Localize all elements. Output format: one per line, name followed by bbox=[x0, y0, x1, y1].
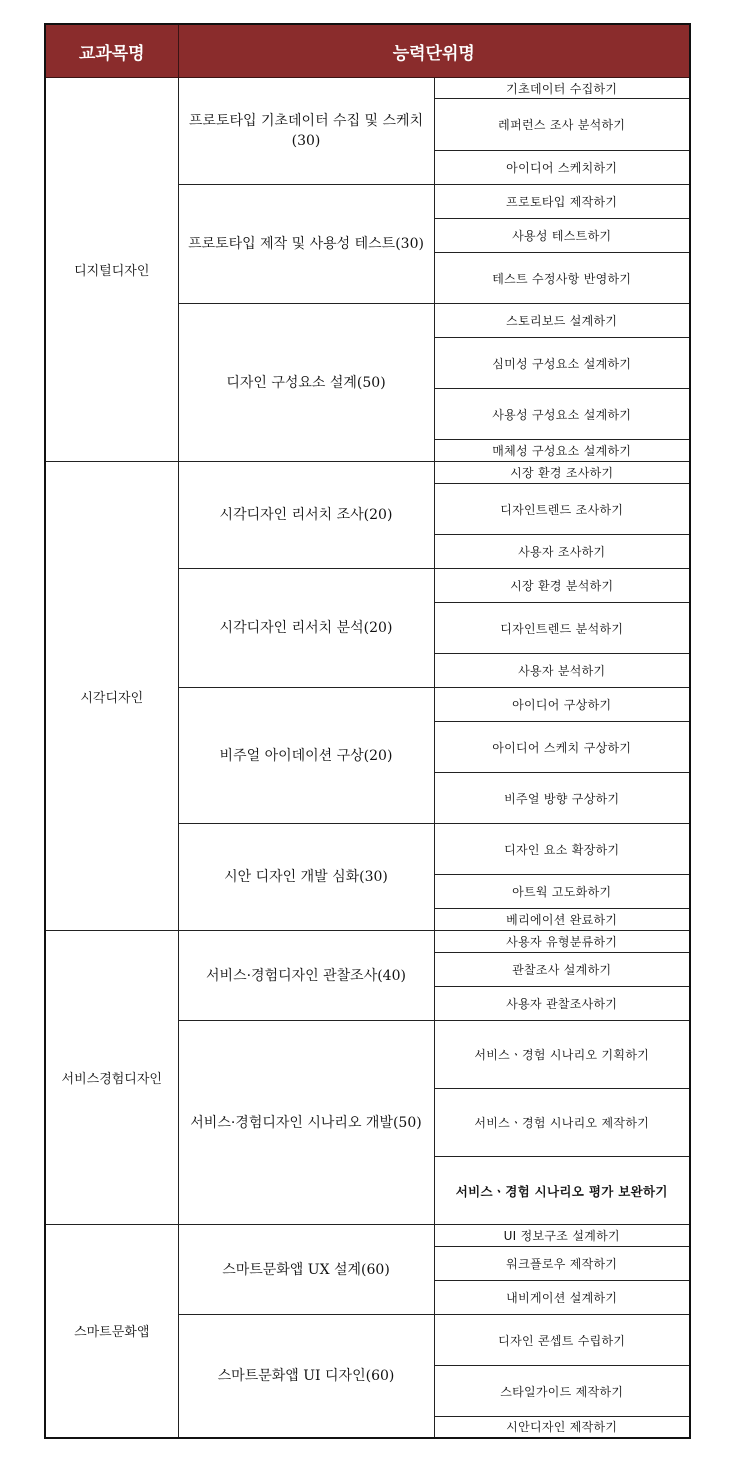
course-name: 서비스경험디자인 bbox=[45, 931, 178, 1225]
competency-name: 시각디자인 리서치 분석(20) bbox=[178, 569, 434, 688]
unit-name: 아이디어 스케치 구상하기 bbox=[434, 722, 690, 773]
unit-name: 기초데이터 수집하기 bbox=[434, 78, 690, 99]
competency-name: 스마트문화앱 UI 디자인(60) bbox=[178, 1315, 434, 1438]
competency-name: 비주얼 아이데이션 구상(20) bbox=[178, 688, 434, 824]
unit-name: 심미성 구성요소 설계하기 bbox=[434, 338, 690, 389]
competency-name: 스마트문화앱 UX 설계(60) bbox=[178, 1225, 434, 1315]
competency-name: 시안 디자인 개발 심화(30) bbox=[178, 824, 434, 931]
unit-name: 베리에이션 완료하기 bbox=[434, 909, 690, 931]
unit-name: 서비스ㆍ경험 시나리오 제작하기 bbox=[434, 1089, 690, 1157]
unit-name: UI 정보구조 설계하기 bbox=[434, 1225, 690, 1247]
table-row bbox=[45, 78, 690, 99]
unit-name: 사용성 구성요소 설계하기 bbox=[434, 389, 690, 440]
course-name: 시각디자인 bbox=[45, 462, 178, 931]
unit-name: 아트웍 고도화하기 bbox=[434, 875, 690, 909]
unit-name: 사용자 관찰조사하기 bbox=[434, 987, 690, 1021]
unit-name: 시장 환경 분석하기 bbox=[434, 569, 690, 603]
unit-name: 디자인 요소 확장하기 bbox=[434, 824, 690, 875]
unit-name: 아이디어 구상하기 bbox=[434, 688, 690, 722]
unit-name: 사용자 분석하기 bbox=[434, 654, 690, 688]
unit-name: 아이디어 스케치하기 bbox=[434, 151, 690, 185]
unit-name: 서비스ㆍ경험 시나리오 평가 보완하기 bbox=[434, 1157, 690, 1225]
competency-name: 시각디자인 리서치 조사(20) bbox=[178, 462, 434, 569]
unit-name: 디자인트렌드 분석하기 bbox=[434, 603, 690, 654]
course-name: 스마트문화앱 bbox=[45, 1225, 178, 1438]
unit-name: 프로토타입 제작하기 bbox=[434, 185, 690, 219]
unit-name: 디자인 콘셉트 수립하기 bbox=[434, 1315, 690, 1366]
unit-name: 스타일가이드 제작하기 bbox=[434, 1366, 690, 1417]
table-row bbox=[45, 1225, 690, 1247]
curriculum-table bbox=[44, 23, 691, 1439]
unit-name: 내비게이션 설계하기 bbox=[434, 1281, 690, 1315]
table-row bbox=[45, 462, 690, 484]
course-name: 디지털디자인 bbox=[45, 78, 178, 462]
unit-name: 시안디자인 제작하기 bbox=[434, 1417, 690, 1438]
unit-name: 레퍼런스 조사 분석하기 bbox=[434, 99, 690, 151]
unit-name: 서비스ㆍ경험 시나리오 기획하기 bbox=[434, 1021, 690, 1089]
curriculum-table-container bbox=[44, 23, 689, 1439]
unit-name: 디자인트렌드 조사하기 bbox=[434, 484, 690, 535]
table-row bbox=[45, 931, 690, 953]
competency-name: 프로토타입 기초데이터 수집 및 스케치(30) bbox=[178, 78, 434, 185]
competency-name: 디자인 구성요소 설계(50) bbox=[178, 304, 434, 462]
course-column-header: 교과목명 bbox=[45, 24, 178, 78]
unit-name: 워크플로우 제작하기 bbox=[434, 1247, 690, 1281]
competency-name: 서비스·경험디자인 관찰조사(40) bbox=[178, 931, 434, 1021]
unit-name: 테스트 수정사항 반영하기 bbox=[434, 253, 690, 304]
unit-name: 관찰조사 설계하기 bbox=[434, 953, 690, 987]
unit-name: 사용자 유형분류하기 bbox=[434, 931, 690, 953]
unit-column-header: 능력단위명 bbox=[178, 24, 690, 78]
header-row bbox=[45, 24, 690, 78]
unit-name: 사용자 조사하기 bbox=[434, 535, 690, 569]
unit-name: 스토리보드 설계하기 bbox=[434, 304, 690, 338]
unit-name: 비주얼 방향 구상하기 bbox=[434, 773, 690, 824]
competency-name: 프로토타입 제작 및 사용성 테스트(30) bbox=[178, 185, 434, 304]
unit-name: 시장 환경 조사하기 bbox=[434, 462, 690, 484]
competency-name: 서비스·경험디자인 시나리오 개발(50) bbox=[178, 1021, 434, 1225]
unit-name: 매체성 구성요소 설계하기 bbox=[434, 440, 690, 462]
unit-name: 사용성 테스트하기 bbox=[434, 219, 690, 253]
